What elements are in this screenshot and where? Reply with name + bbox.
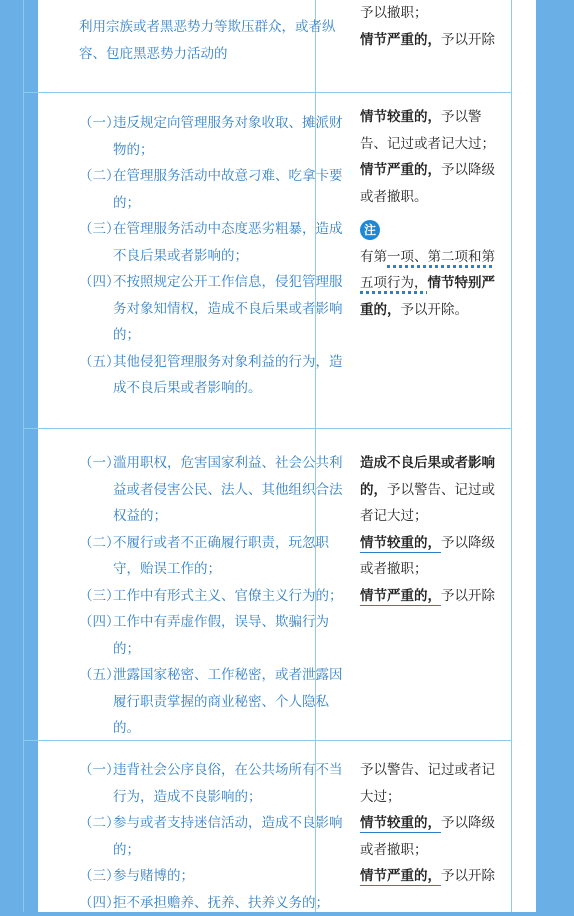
list-item xyxy=(79,810,345,863)
item-number: （三） xyxy=(79,216,120,243)
item-number: （四） xyxy=(79,890,120,916)
list-item xyxy=(79,163,345,216)
penalty-text: 予以开除 xyxy=(441,32,495,48)
penalty-text: 予以开除 xyxy=(441,868,495,884)
penalty-line xyxy=(360,583,506,610)
penalty-text: 予以警告、记过或者记大过； xyxy=(360,762,495,805)
row3-penalty xyxy=(360,450,506,609)
row3-violations xyxy=(79,450,345,742)
row2-violations xyxy=(79,110,345,402)
item-text: 其他侵犯管理服务对象利益的行为，造成不良后果或者影响的。 xyxy=(113,354,343,397)
item-text: 违背社会公序良俗，在公共场所有不当行为，造成不良影响的； xyxy=(113,762,343,805)
list-item xyxy=(79,269,345,349)
row1-penalty xyxy=(360,0,506,53)
penalty-condition: 情节较重的， xyxy=(360,535,441,553)
penalty-condition: 情节较重的， xyxy=(360,815,441,833)
item-text: 不按照规定公开工作信息，侵犯管理服务对象知情权，造成不良后果或者影响的； xyxy=(113,274,343,343)
list-item xyxy=(79,583,345,610)
penalty-text: 予以降级或者撤职； xyxy=(360,815,495,858)
item-text: 参与赌博的； xyxy=(113,868,194,884)
penalty-text: 予以警告、记过或者记大过； xyxy=(360,109,495,152)
list-item xyxy=(79,530,345,583)
item-text: 参与或者支持迷信活动，造成不良影响的； xyxy=(113,815,343,858)
item-number: （三） xyxy=(79,583,120,610)
row-border xyxy=(23,428,512,429)
item-number: （一） xyxy=(79,110,120,137)
penalty-line xyxy=(360,27,506,54)
list-item xyxy=(79,662,345,742)
note-condition: 情节特别严重的， xyxy=(360,275,495,318)
item-number: （五） xyxy=(79,662,120,689)
item-text: 拒不承担赡养、抚养、扶养义务的； xyxy=(113,895,329,911)
item-text: 在管理服务活动中态度恶劣粗暴，造成不良后果或者影响的； xyxy=(113,221,343,264)
note-part: 有第 xyxy=(360,249,387,265)
item-text: 在管理服务活动中故意刁难、吃拿卡要的； xyxy=(113,168,343,211)
list-item xyxy=(79,349,345,402)
item-number: （二） xyxy=(79,810,120,837)
penalty-line xyxy=(360,157,506,210)
penalty-line xyxy=(360,863,506,890)
list-item xyxy=(79,110,345,163)
penalty-line xyxy=(360,0,506,27)
item-number: （一） xyxy=(79,757,120,784)
penalty-text: 予以警告、记过或者记大过； xyxy=(360,482,495,525)
penalty-line xyxy=(360,450,506,530)
item-text: 工作中有弄虚作假，误导、欺骗行为的； xyxy=(113,614,329,657)
note-emphasis: 一项、第二项和第五项行为， xyxy=(360,249,495,292)
row1-violation xyxy=(79,14,345,67)
note-icon: 注 xyxy=(360,220,380,240)
item-text: 泄露国家秘密、工作秘密，或者泄露因履行职责掌握的商业秘密、个人隐私的。 xyxy=(113,667,343,736)
list-item xyxy=(79,757,345,810)
penalty-condition: 情节较重的， xyxy=(360,109,441,125)
list-item xyxy=(79,609,345,662)
item-number: （二） xyxy=(79,163,120,190)
row-border xyxy=(23,92,512,93)
list-item xyxy=(79,863,345,890)
note-part: 予以开除。 xyxy=(401,302,469,318)
list-item xyxy=(79,890,345,916)
penalty-line xyxy=(360,757,506,810)
penalty-condition: 情节严重的， xyxy=(360,162,441,178)
penalty-condition: 造成不良后果或者影响的， xyxy=(360,455,495,498)
penalty-text: 予以撤职； xyxy=(360,5,428,21)
penalty-text: 予以开除 xyxy=(441,588,495,604)
row2-penalty xyxy=(360,104,506,323)
item-number: （一） xyxy=(79,450,120,477)
penalty-line xyxy=(360,530,506,583)
item-number: （四） xyxy=(79,609,120,636)
item-text: 不履行或者不正确履行职责，玩忽职守，贻误工作的； xyxy=(113,535,329,578)
item-text: 工作中有形式主义、官僚主义行为的； xyxy=(113,588,343,604)
penalty-line xyxy=(360,810,506,863)
item-number: （五） xyxy=(79,349,120,376)
item-number: （三） xyxy=(79,863,120,890)
penalty-text: 予以降级或者撤职。 xyxy=(360,162,495,205)
list-item xyxy=(79,216,345,269)
row1-text: 利用宗族或者黑恶势力等欺压群众，或者纵容、包庇黑恶势力活动的 xyxy=(79,19,336,62)
penalty-condition: 情节严重的， xyxy=(360,32,441,48)
row4-penalty xyxy=(360,757,506,890)
item-text: 滥用职权，危害国家利益、社会公共利益或者侵害公民、法人、其他组织合法权益的； xyxy=(113,455,343,524)
item-number: （四） xyxy=(79,269,120,296)
penalty-condition: 情节严重的， xyxy=(360,868,441,886)
penalty-condition: 情节严重的， xyxy=(360,588,441,606)
note-text xyxy=(360,244,506,324)
item-number: （二） xyxy=(79,530,120,557)
penalty-line xyxy=(360,104,506,157)
row4-violations xyxy=(79,757,345,916)
penalty-text: 予以降级或者撤职； xyxy=(360,535,495,578)
list-item xyxy=(79,450,345,530)
item-text: 违反规定向管理服务对象收取、摊派财物的； xyxy=(113,115,343,158)
